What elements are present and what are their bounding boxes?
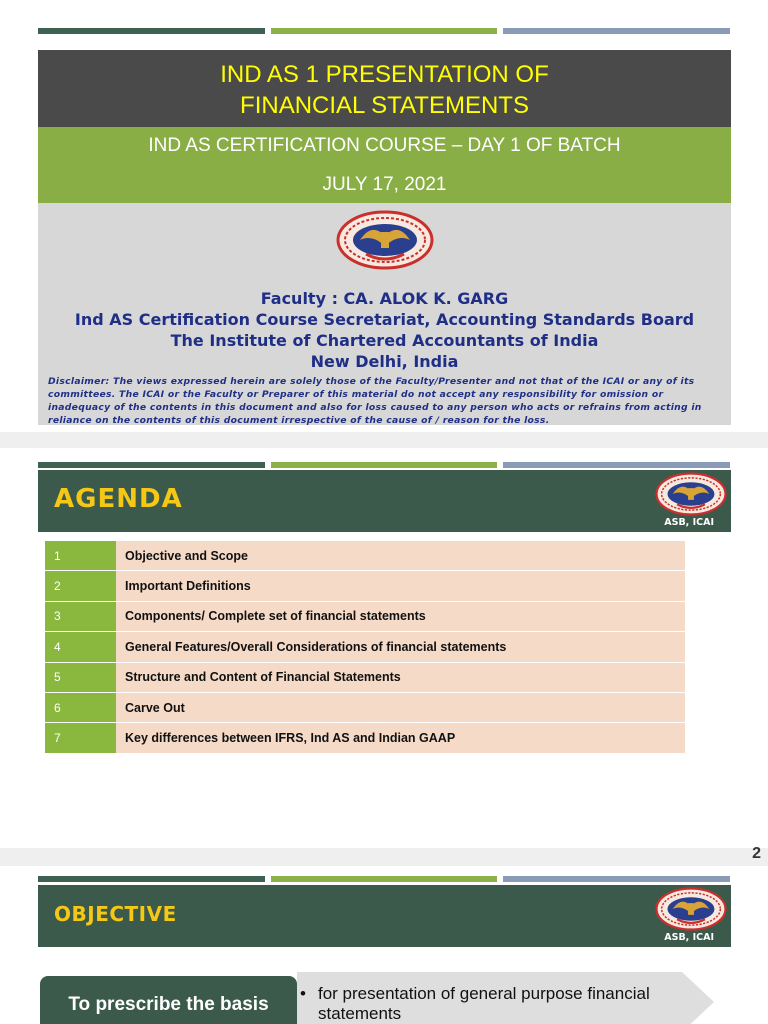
table-row (45, 571, 685, 601)
table-row (45, 632, 685, 662)
bullet-text: for presentation of general purpose financial statements (318, 984, 650, 1023)
slide-header (38, 470, 731, 532)
row-number: 5 (45, 662, 116, 692)
institute: The Institute of Chartered Accountants of India (170, 331, 599, 350)
arrow-head (682, 972, 714, 1024)
accent-bar (38, 28, 265, 34)
accent-bar (271, 28, 498, 34)
icai-logo-icon (336, 210, 434, 270)
row-text: Structure and Content of Financial Statements (116, 662, 685, 692)
top-accent-bars (38, 462, 730, 468)
secretariat: Ind AS Certification Course Secretariat, Accounting Standards Board (74, 310, 695, 329)
icai-logo-icon (653, 887, 729, 931)
org-label: ASB, ICAI (664, 932, 714, 943)
slide-header (38, 885, 731, 947)
accent-bar (38, 462, 265, 468)
slide-title (38, 50, 731, 121)
presenter-box (38, 203, 731, 425)
subtitle-box (38, 127, 731, 203)
objective-pill: To prescribe the basis (40, 976, 297, 1024)
accent-bar (503, 462, 730, 468)
objective-title: OBJECTIVE (54, 902, 177, 926)
row-number: 2 (45, 571, 116, 601)
agenda-table (45, 541, 685, 754)
row-text: Key differences between IFRS, Ind AS and Indian GAAP (116, 723, 685, 753)
title-line-2: FINANCIAL STATEMENTS (240, 92, 529, 119)
org-label: ASB, ICAI (664, 517, 714, 528)
table-row (45, 723, 685, 753)
top-accent-bars (38, 28, 730, 34)
accent-bar (38, 876, 265, 882)
agenda-title: AGENDA (54, 484, 183, 514)
accent-bar (503, 876, 730, 882)
course-date: JULY 17, 2021 (322, 174, 447, 195)
title-slide (0, 0, 768, 432)
table-row (45, 601, 685, 631)
top-accent-bars (38, 876, 730, 882)
objective-slide (0, 866, 768, 1024)
accent-bar (271, 462, 498, 468)
row-text: General Features/Overall Considerations of financial statements (116, 632, 685, 662)
row-number: 6 (45, 692, 116, 722)
agenda-slide (0, 448, 768, 848)
disclaimer: Disclaimer: The views expressed herein are solely those of the Faculty/Presenter and not that of the ICAI or any of its committees. The ICAI or the Faculty or Preparer of this material do not accept any responsibility for omission or inadequacy of the contents in this document and also for loss caused to any person who acts or refrains from acting in reliance on the contents of this document irrespective of the cause of / reason for the loss. (48, 376, 702, 426)
table-row (45, 692, 685, 722)
row-text: Carve Out (116, 692, 685, 722)
row-text: Objective and Scope (116, 541, 685, 571)
table-row (45, 541, 685, 571)
objective-bullet (300, 984, 680, 1024)
row-number: 7 (45, 723, 116, 753)
title-box (38, 50, 731, 127)
bullet-marker: • (300, 984, 306, 1003)
faculty-name: Faculty : CA. ALOK K. GARG (260, 289, 509, 308)
accent-bar (271, 876, 498, 882)
row-text: Components/ Complete set of financial statements (116, 601, 685, 631)
course-name: IND AS CERTIFICATION COURSE – DAY 1 OF BATCH (148, 135, 621, 156)
location: New Delhi, India (310, 352, 459, 371)
accent-bar (503, 28, 730, 34)
row-number: 3 (45, 601, 116, 631)
table-row (45, 662, 685, 692)
row-number: 4 (45, 632, 116, 662)
row-text: Important Definitions (116, 571, 685, 601)
icai-logo-icon (653, 472, 729, 516)
page-number: 2 (752, 845, 761, 862)
title-line-1: IND AS 1 PRESENTATION OF (220, 61, 549, 88)
row-number: 1 (45, 541, 116, 571)
